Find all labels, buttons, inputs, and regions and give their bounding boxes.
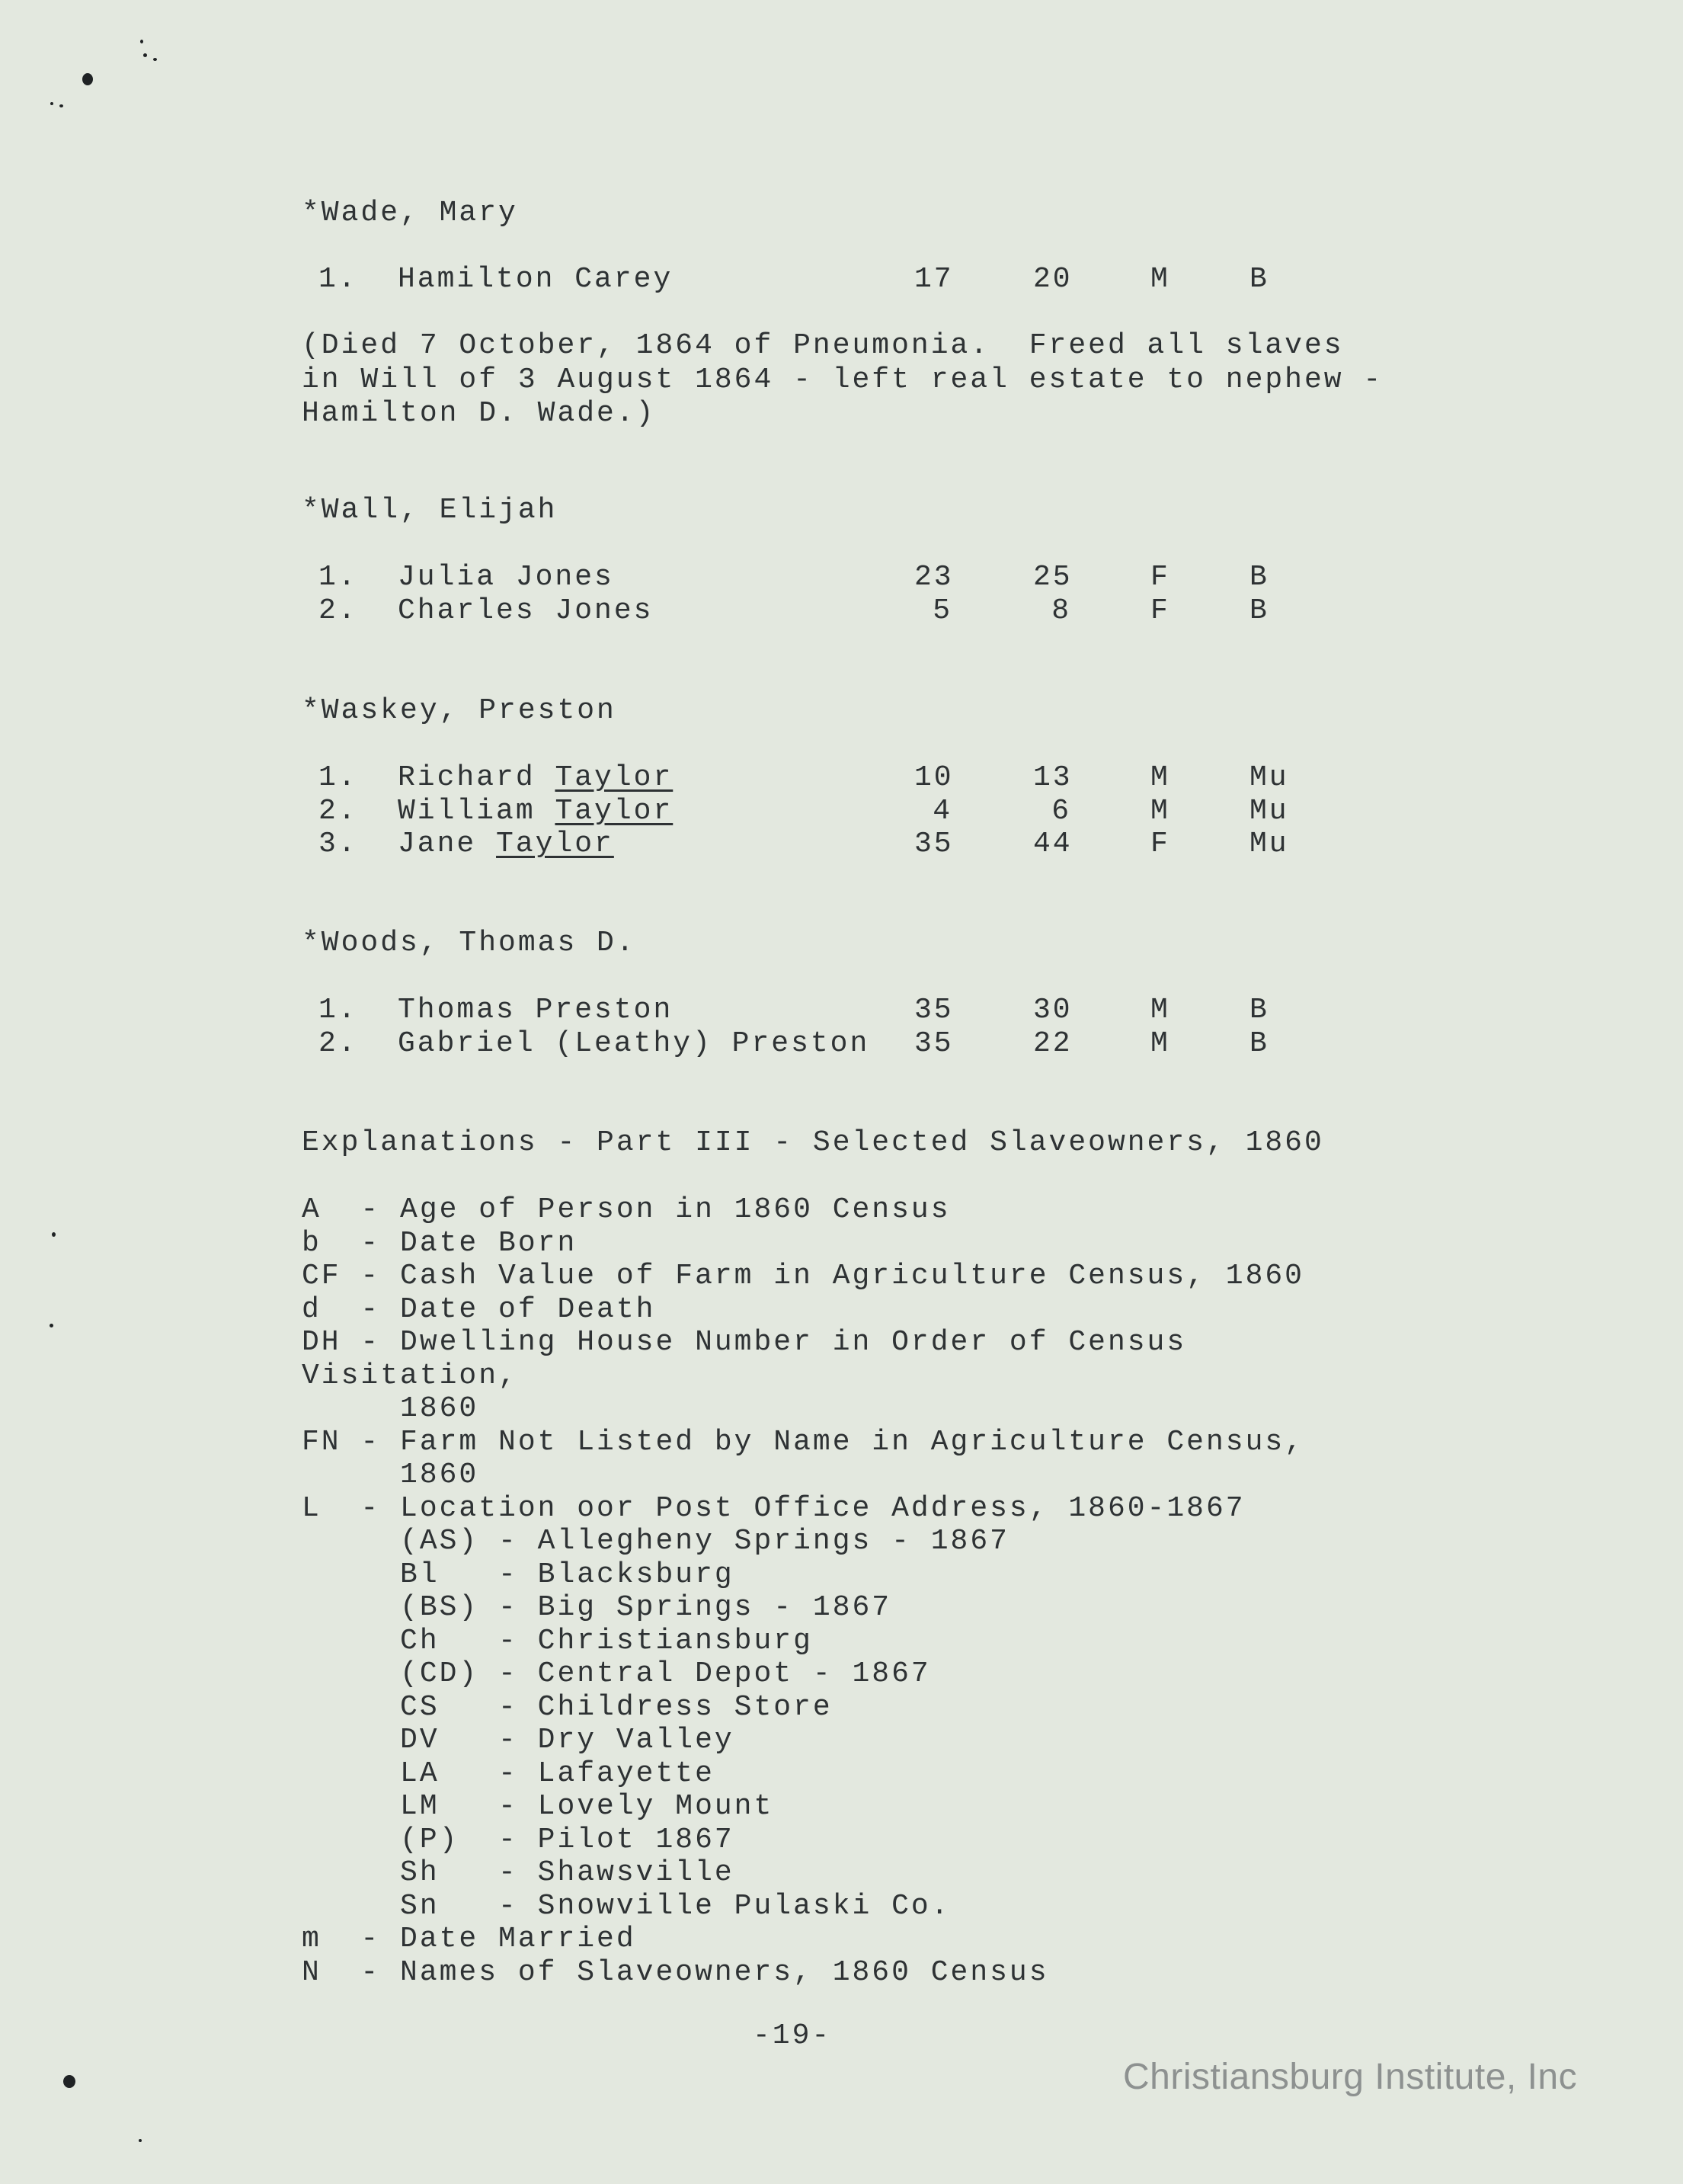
age-value: 23 <box>914 561 954 594</box>
explanation-line: LA - Lafayette <box>302 1756 715 1790</box>
age-value: 17 <box>914 263 954 296</box>
row-number: 1. <box>318 263 358 296</box>
age-value: 30 <box>1033 994 1073 1026</box>
row-number: 2. <box>318 594 358 627</box>
age-value: 13 <box>1033 761 1073 794</box>
slaveowner-name: *Woods, Thomas D. <box>302 927 636 959</box>
row-number: 3. <box>318 828 358 861</box>
speck <box>140 40 143 43</box>
given-name: Richard <box>398 761 555 794</box>
explanation-line: b - Date Born <box>302 1226 578 1260</box>
speck <box>139 2139 142 2142</box>
age-value: 44 <box>1033 828 1073 861</box>
age-value: 35 <box>914 994 954 1026</box>
explanation-line: LM - Lovely Mount <box>302 1790 774 1823</box>
explanation-line: (AS) - Allegheny Springs - 1867 <box>302 1525 1009 1558</box>
age-value: 35 <box>914 1026 954 1060</box>
given-name: Hamilton Carey <box>398 263 674 296</box>
explanation-line: DH - Dwelling House Number in Order of Census <box>302 1326 1187 1359</box>
age-value: 20 <box>1033 263 1073 296</box>
row-number: 2. <box>318 794 358 828</box>
speck <box>82 73 93 85</box>
color-value: Mu <box>1249 761 1289 794</box>
color-value: B <box>1249 994 1269 1026</box>
surname: Taylor <box>496 828 614 861</box>
given-name: Julia Jones <box>398 561 614 594</box>
sex-value: M <box>1150 263 1170 296</box>
speck <box>50 102 53 105</box>
explanation-line: Bl - Blacksburg <box>302 1558 734 1591</box>
explanation-line: (BS) - Big Springs - 1867 <box>302 1591 892 1624</box>
speck <box>52 1232 56 1237</box>
row-number: 1. <box>318 761 358 794</box>
explanation-line: 1860 <box>302 1392 479 1425</box>
color-value: Mu <box>1249 794 1289 828</box>
slave-name <box>398 263 673 296</box>
explanation-line: L - Location oor Post Office Address, 1860-1867 <box>302 1491 1246 1525</box>
page-number: -19- <box>753 2019 832 2052</box>
slave-name <box>398 761 673 795</box>
slaveowner-name: *Wall, Elijah <box>302 494 558 527</box>
note-line: in Will of 3 August 1864 - left real estate to nephew - <box>302 363 1384 396</box>
speck <box>63 2075 75 2088</box>
speck <box>59 104 63 107</box>
sex-value: M <box>1150 761 1170 794</box>
slave-name <box>398 795 673 828</box>
given-name: Charles Jones <box>398 594 654 627</box>
explanation-line: FN - Farm Not Listed by Name in Agriculture Census, <box>302 1425 1304 1459</box>
note-line: Hamilton D. Wade.) <box>302 397 656 430</box>
sex-value: M <box>1150 1026 1170 1060</box>
explanation-line: Visitation, <box>302 1359 518 1392</box>
explanation-line: CS - Childress Store <box>302 1690 833 1724</box>
row-number: 2. <box>318 1026 358 1060</box>
explanation-line: Sh - Shawsville <box>302 1856 734 1889</box>
explanation-line: A - Age of Person in 1860 Census <box>302 1193 951 1226</box>
sex-value: M <box>1150 794 1170 828</box>
age-value: 5 <box>933 594 952 627</box>
explanation-line: d - Date of Death <box>302 1292 656 1326</box>
explanation-line: CF - Cash Value of Farm in Agriculture Census, 1860 <box>302 1260 1304 1292</box>
speck <box>143 53 147 57</box>
age-value: 8 <box>1051 594 1071 627</box>
explanation-line: DV - Dry Valley <box>302 1724 734 1756</box>
given-name: Thomas Preston <box>398 994 674 1026</box>
sex-value: M <box>1150 994 1170 1026</box>
age-value: 6 <box>1051 794 1071 828</box>
speck <box>50 1324 53 1327</box>
note-line: (Died 7 October, 1864 of Pneumonia. Freed all slaves <box>302 329 1344 362</box>
slaveowner-name: *Wade, Mary <box>302 197 518 229</box>
slave-name <box>398 561 614 594</box>
explanation-line: 1860 <box>302 1459 479 1491</box>
explanation-line: (CD) - Central Depot - 1867 <box>302 1657 931 1690</box>
color-value: B <box>1249 1026 1269 1060</box>
slave-name <box>398 594 653 628</box>
given-name: Gabriel (Leathy) Preston <box>398 1026 870 1060</box>
age-value: 10 <box>914 761 954 794</box>
color-value: B <box>1249 263 1269 296</box>
sex-value: F <box>1150 594 1170 627</box>
color-value: B <box>1249 561 1269 594</box>
color-value: B <box>1249 594 1269 627</box>
watermark: Christiansburg Institute, Inc <box>1123 2057 1578 2097</box>
age-value: 25 <box>1033 561 1073 594</box>
slave-name <box>398 1027 869 1061</box>
speck <box>153 58 157 61</box>
age-value: 4 <box>933 794 952 828</box>
color-value: Mu <box>1249 828 1289 861</box>
slave-name <box>398 994 673 1027</box>
explanations-heading: Explanations - Part III - Selected Slaveowners, 1860 <box>302 1126 1324 1159</box>
surname: Taylor <box>555 761 674 794</box>
explanation-line: N - Names of Slaveowners, 1860 Census <box>302 1955 1049 1989</box>
explanation-line: m - Date Married <box>302 1923 636 1955</box>
sex-value: F <box>1150 561 1170 594</box>
given-name: Jane <box>398 828 497 861</box>
surname: Taylor <box>555 794 674 828</box>
age-value: 22 <box>1033 1026 1073 1060</box>
slaveowner-name: *Waskey, Preston <box>302 694 616 727</box>
row-number: 1. <box>318 994 358 1026</box>
row-number: 1. <box>318 561 358 594</box>
sex-value: F <box>1150 828 1170 861</box>
given-name: William <box>398 794 555 828</box>
explanation-line: (P) - Pilot 1867 <box>302 1823 734 1856</box>
explanation-line: Ch - Christiansburg <box>302 1624 813 1657</box>
age-value: 35 <box>914 828 954 861</box>
explanation-line: Sn - Snowville Pulaski Co. <box>302 1889 951 1923</box>
slave-name <box>398 828 614 861</box>
